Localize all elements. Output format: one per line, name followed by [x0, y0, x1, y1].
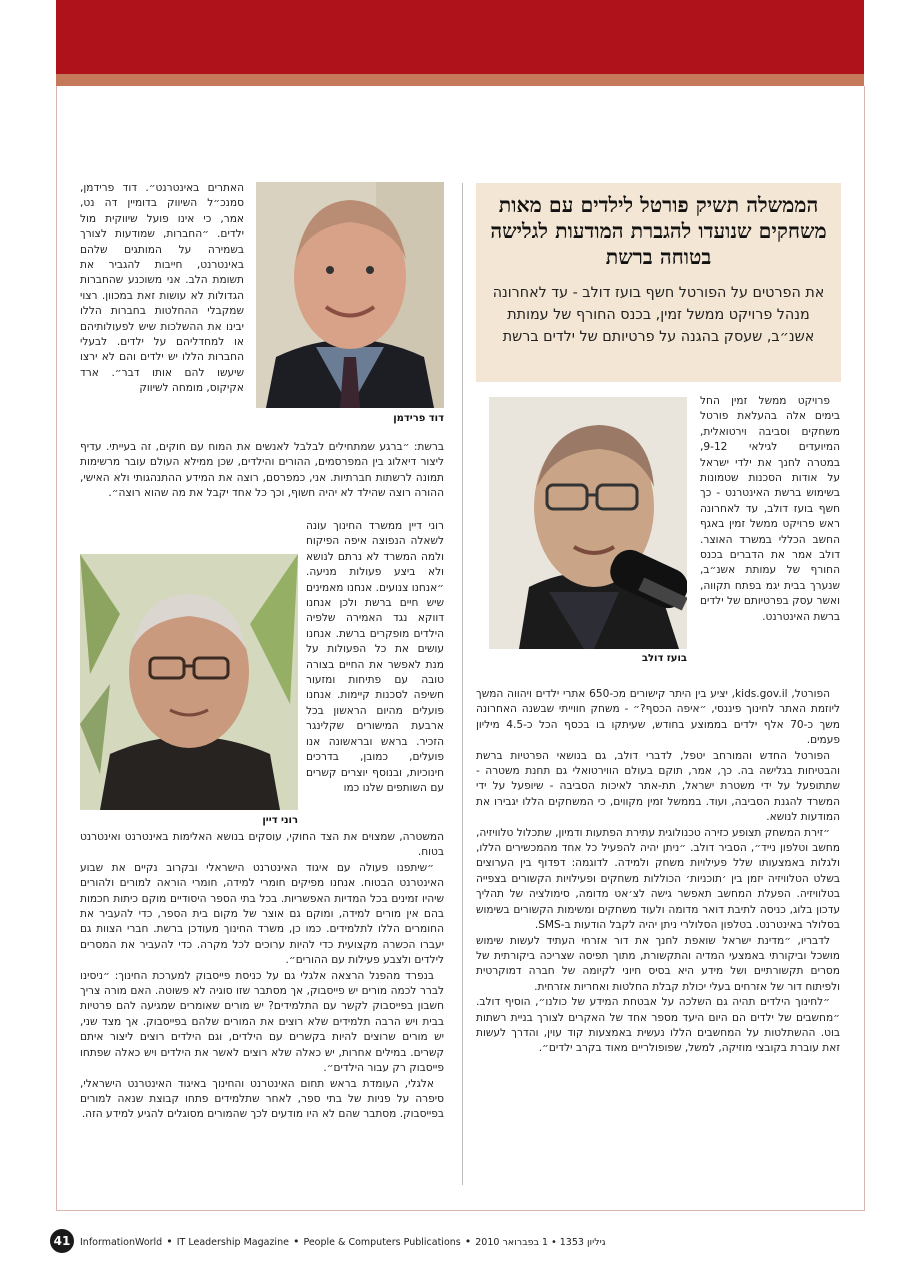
- paragraph-police: המשטרה, שמצוים את הצד החוקי, עוסקים בנושא האלימות באינטרנט ואינטרנט בטוח.: [80, 831, 444, 859]
- photo-david-friedman: [256, 182, 444, 408]
- footer-separator: •: [166, 1235, 173, 1248]
- footer-publisher: People & Computers Publications: [303, 1237, 461, 1248]
- paragraph-akikos: ברשת: ״ברגע שמתחילים לבלבל לאנשים את המוח עם חוקים, זה בעייתי. עדיף ליצור דיאלוג בין המפרסמים, ההורים והילדים, שכן ממילא העולם עובר מרשימות תמונה לרשתות חברתיות. אני, כמפרסם, רוצה את המידע ההתנהגותי ולא האישי, ההורה רוצה שהילד לא יהיה חשוף, וכך כל אחד יקבל את מה שהוא רוצה״.: [80, 441, 444, 500]
- paragraph-6: ״לחינוך הילדים תהיה גם השלכה על אבטחת המידע של כולנו״, הוסיף דולב. ״מחשבים של ילדים הם היום היעד מספר אחד של האקרים לצורך בניית רשתות בוט. ההשתלטות על המחשבים הללו נעשית באמצעות קוד עוין, והדרך לעשות זאת עוברת בקובצי מוזיקה, למשל, שפופולריים מאוד בקרב ילדים״.: [476, 996, 840, 1055]
- caption-dayan: רוני דיין: [262, 815, 298, 826]
- masthead-stripe: [56, 74, 864, 86]
- article-headline: הממשלה תשיק פורטל לילדים עם מאות משחקים שנועדו להגברת המודעות לגלישה בטוחה ברשת: [490, 193, 827, 269]
- caption-friedman: דוד פרידמן: [393, 413, 444, 424]
- paragraph-facebook: בנפרד מהפנל הרצאה אלגלי גם על כניסת פייסבוק למערכת החינוך: ״ניסינו לברר לכמה מורים יש פייסבוק, אך מסתבר שזו סוגיה לא פשוטה. האם מורה צריך חשבון בפייסבוק לקשר עם התלמידים? יש מורים שאומרים שמגיעה להם פרטיות בבית ויש הרבה תלמידים שלא רוצים את המורים שלהם בפייסבוק. אך מצד שני, יש מורים שרוצים להיות בקשרים עם הילדים, וגם הילדים רוצים ליצור איתם קשרים. במילים אחרות, יש כאלה שלא רוצים לאשר את הילדים ויש כאלה שפתחו פייסבוק רק עבור הילדים״.: [80, 969, 444, 1075]
- left-col-text-bottom: [80, 830, 444, 1123]
- caption-dolev: בועז דולב: [641, 653, 687, 664]
- footer-issue: גיליון 1353 • 1 בפברואר 2010: [475, 1237, 606, 1248]
- paragraph-cooperation: ״שיתפנו פעולה עם איגוד האינטרנט הישראלי ובקרוב נקיים את שבוע האינטרנט הבטוח. אנחנו מפיקים חומרי למידה, חומרי הוראה למורים ולהורים שיהיו זמינים בכל המדיות האפשריות. בכל בתי הספר היסודיים מוקם כיתות חכמות בהם אין מורים למידה, ומוקם גם אוצר של מקום בית הספר, כדי להעביר את החומרים הללו לתלמידים. כמו כן, משרד החינוך מעודכן ברשת. חברי הצוות גם יעברו הכשרה מקצועית כדי להיות ערוכים לכל מקרה. כדי להעביר את המסרים לילדים ולצבע פעילות עם ההורים״.: [80, 861, 444, 967]
- paragraph-5: לדבריו, ״מדינת ישראל שואפת לחנך את דור אזרחי העתיד לעשות שימוש מושכל וביקורתי באמצעי המדיה והתקשורת, מתוך תפיסה שצריכה ביקורתית של מסרים תקשורתיים ושל מידע היא בסיס חיוני לקיומה של חברה דמוקרטית ולפיתוח דור של אזרחים בעלי יכולת קבלת החלטות ואחריות אזרחית.: [476, 934, 840, 993]
- paragraph-4: ״זירת המשחק תצופע כזירה טכנולוגית עתירת הפתעות ודמיון, שתכלול טלוויזיה, מחשב וטלפון נייד״, הסביר דולב. ״ניתן יהיה להפעיל כל אחד מהמכשירים הללו, ולגלות באמצעותו שלל פעילויות משחק ולמידה. לדוגמה: דפדוף בין הערוצים בשלט הטלוויזיה יזמן בין ׳תוכניות׳ הכוללות משחקים ופעילויות הקשורים בצפייה בטלוויזיה. הפעלת המחשב תאפשר גישה לצ׳אט מדומה, סימולציה של תהליך עדכון בלוג, כניסה לתיבת דואר מדומה ולעוד משחקים ומשימות הקשורים בשימוש בסלולר באינטרנט. בטלפון הסלולרי ניתן יהיה לקבל הודעות ב-SMS.: [476, 826, 840, 932]
- article-subhead: את הפרטים על הפורטל חשף בועז דולב - עד לאחרונה מנהל פרויקט ממשל זמין, בכנס החורף של עמותת אשנ״ב, שעסק בהגנה על פרטיותם של ילדים ברשת: [492, 285, 825, 345]
- footer-separator: •: [464, 1235, 472, 1248]
- paragraph-1: פרויקט ממשל זמין החל בימים אלה בהעלאת פורטל משחקים וסביבה וירטואלית, המיועדים לגילאי 9-12, במטרה לחנך את ילדי ישראל על אודות הסכנות שטמונות בשימוש ברשת האינטרנט - כך חשף בועז דולב, עד לאחרונה ראש פרויקט ממשל זמין באגף החשב הכללי במשרד האוצר. דולב אמר את הדברים בכנס החורף של עמותת אשנ״ב, שנערך בבית יגמ בפתח תקווה, ואשר עסק בפרטיותם של ילדים ברשת האינטרנט.: [700, 395, 840, 623]
- paragraph-2: הפורטל, kids.gov.il, יציע בין היתר קישורים מכ-650 אתרי ילדים ויהווה המשך ליוזמת האתר לחינוך פיננסי, ״איפה הכסף?״ - משחק חווייתי שבשנה האחרונה משך כ-70 אלף ילדים בממוצע בחודש, שעיתקו בו בכסף הכל כ-4.5 מיליון פעמים.: [476, 688, 840, 747]
- right-col-text-narrow: [700, 394, 840, 625]
- column-divider: [462, 183, 463, 1185]
- masthead-bar: [56, 0, 864, 74]
- left-col-text-dayan: [306, 519, 444, 796]
- right-col-text-wide: [476, 687, 840, 1057]
- paragraph-algali: אלגלי, העומדת בראש תחום האינטרנט והחינוך באיגוד האינטרנט הישראלי, סיפרה על פניות של בתי ספר, לאחר שתלמידים פתחו קבוצת שנאה למורים בפייסבוק. מסתבר שהם לא היו מודעים לכך שהמורים מסוגלים להגיע למידע הזה.: [80, 1077, 444, 1121]
- photo-boaz-dolev: [489, 397, 687, 649]
- paragraph-3: הפורטל החדש והמורחב יטפל, לדברי דולב, גם בנושאי הפרטיות ברשת והבטיחות בגלישה בה. כך, אמר, תוקם בעולם הווירטואלי גם תחנת משטרה - שתתופעל על ידי משטרת ישראל, תת-אתר לאיכות הסביבה - שיופעל על ידי המשרד להגנת הסביבה, ועוד. בממשל זמין מקווים, כי המשחקים הללו יגבירו את המודעות לנושא.: [476, 749, 840, 824]
- photo-roni-dayan: [80, 554, 298, 810]
- left-col-text-mid: [80, 440, 444, 502]
- footer-magazine: IT Leadership Magazine: [176, 1237, 289, 1248]
- footer-publication: InformationWorld: [80, 1237, 163, 1248]
- paragraph-friedman: האתרים באינטרנט״. דוד פרידמן, סמנכ״ל השיווק בדומיין דה נט, אמר, כי אינו פועל שיווקית מול ילדים. ״החברות, שמודעות לצורך בשמירה על המותגים שלהם באינטרנט, חייבות להגביר את תשומת הלב. אני משוכנע שהחברות הגדולות לא עושות זאת במכוון. רצוי שמקבלי ההחלטות בחברות הללו יבינו את ההשלכות שיש לפעולותיהם או למחדליהם על ילדים. לבעלי החברות הללו יש ילדים והם לא ירצו שיעשו להם אותו דבר״. ארד אקיקוס, מומחה לשיווק: [80, 182, 244, 395]
- page-number: 41: [50, 1229, 74, 1253]
- footer: [80, 1235, 606, 1248]
- paragraph-dayan: רוני דיין ממשרד החינוך עונה לשאלה הנפוצה איפה הפיקוח ולמה המשרד לא נרתם לנושא ולא ביצע פעולות מניעה. ״אנחנו צנועים. אנחנו מאמינים שיש חיים ברשת ולכן אנחנו דווקא נגד האמירה שלפיה הילדים מופקרים ברשת. אנחנו עושים את כל הפעולות על מנת לאפשר את החיים בצורה טובה עם פתיחות ומזעור חשיפה לסכנות קיימות. אנחנו פועלים מהיום הראשון בכל ארבעת המישורים שקלינגר הזכיר. בראש ובראשונה אנו פועלים, כמובן, בדרכים חינוכיות, ובנוסף יוצרים קשרים עם השותפים שלנו כמו: [306, 520, 444, 794]
- left-col-text-top: [80, 181, 244, 397]
- footer-separator: •: [292, 1235, 300, 1248]
